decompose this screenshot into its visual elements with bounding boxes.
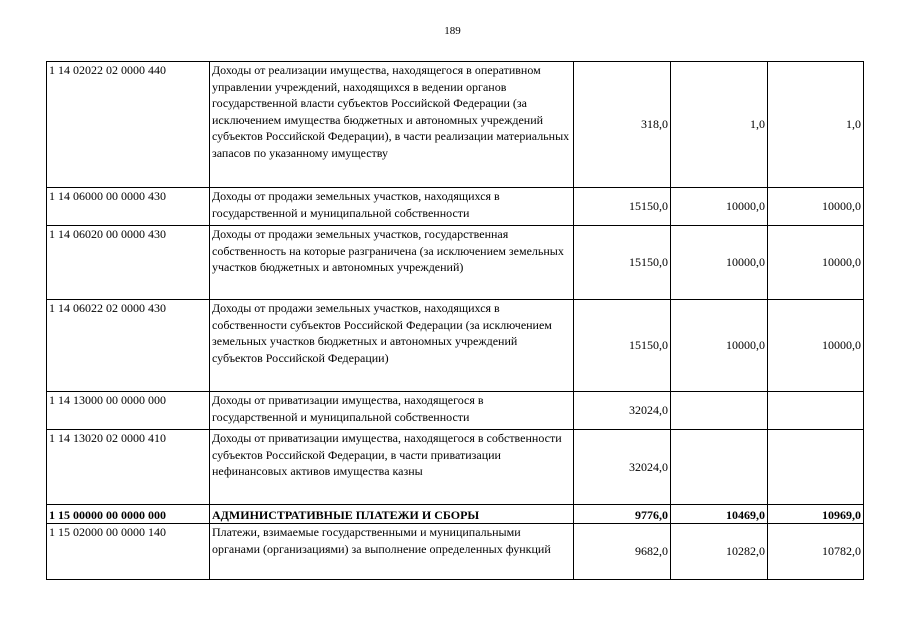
budget-code: 1 14 13000 00 0000 000 xyxy=(47,392,210,430)
table-row xyxy=(47,430,864,505)
table-row xyxy=(47,62,864,188)
budget-code: 1 15 00000 00 0000 000 xyxy=(47,505,210,524)
amount-col-3 xyxy=(768,392,864,430)
amount-col-3: 1,0 xyxy=(768,62,864,188)
revenue-description: Доходы от приватизации имущества, находящегося в собственности субъектов Российской Федерации, в части приватизации нефинансовых активов имущества казны xyxy=(210,430,574,505)
amount-col-1: 9776,0 xyxy=(574,505,671,524)
amount-col-1: 32024,0 xyxy=(574,430,671,505)
amount-col-2 xyxy=(671,430,768,505)
revenue-description: Доходы от продажи земельных участков, находящихся в государственной и муниципальной собственности xyxy=(210,188,574,226)
budget-code: 1 14 06000 00 0000 430 xyxy=(47,188,210,226)
amount-col-3 xyxy=(768,430,864,505)
table-row-section-total xyxy=(47,505,864,524)
budget-table xyxy=(46,61,864,580)
table-row xyxy=(47,524,864,580)
amount-col-2: 1,0 xyxy=(671,62,768,188)
table-row xyxy=(47,392,864,430)
amount-col-3: 10782,0 xyxy=(768,524,864,580)
amount-col-1: 318,0 xyxy=(574,62,671,188)
amount-col-2: 10000,0 xyxy=(671,226,768,300)
budget-code: 1 14 06022 02 0000 430 xyxy=(47,300,210,392)
revenue-description: Доходы от реализации имущества, находящегося в оперативном управлении учреждений, находящихся в ведении органов государственной власти субъектов Российской Федерации (за исключением имущества бюджетных и автономных учреждений субъектов Российской Федерации), в части реализации материальных запасов по указанному имуществу xyxy=(210,62,574,188)
table-row xyxy=(47,300,864,392)
table-row xyxy=(47,188,864,226)
amount-col-1: 15150,0 xyxy=(574,188,671,226)
amount-col-1: 15150,0 xyxy=(574,226,671,300)
amount-col-2: 10000,0 xyxy=(671,188,768,226)
budget-code: 1 14 02022 02 0000 440 xyxy=(47,62,210,188)
amount-col-2: 10282,0 xyxy=(671,524,768,580)
amount-col-1: 15150,0 xyxy=(574,300,671,392)
revenue-description: Доходы от продажи земельных участков, находящихся в собственности субъектов Российской Федерации (за исключением земельных участков бюджетных и автономных учреждений субъектов Российской Федерации) xyxy=(210,300,574,392)
amount-col-2: 10000,0 xyxy=(671,300,768,392)
revenue-description: Доходы от продажи земельных участков, государственная собственность на которые разграничена (за исключением земельных участков бюджетных и автономных учреждений) xyxy=(210,226,574,300)
table-row xyxy=(47,226,864,300)
budget-code: 1 14 06020 00 0000 430 xyxy=(47,226,210,300)
amount-col-3: 10000,0 xyxy=(768,300,864,392)
amount-col-3: 10000,0 xyxy=(768,226,864,300)
amount-col-2: 10469,0 xyxy=(671,505,768,524)
budget-code: 1 15 02000 00 0000 140 xyxy=(47,524,210,580)
amount-col-1: 32024,0 xyxy=(574,392,671,430)
amount-col-3: 10969,0 xyxy=(768,505,864,524)
amount-col-1: 9682,0 xyxy=(574,524,671,580)
revenue-description: Доходы от приватизации имущества, находящегося в государственной и муниципальной собственности xyxy=(210,392,574,430)
amount-col-2 xyxy=(671,392,768,430)
page-number: 189 xyxy=(444,25,461,37)
revenue-description: АДМИНИСТРАТИВНЫЕ ПЛАТЕЖИ И СБОРЫ xyxy=(210,505,574,524)
revenue-description: Платежи, взимаемые государственными и муниципальными органами (организациями) за выполнение определенных функций xyxy=(210,524,574,580)
amount-col-3: 10000,0 xyxy=(768,188,864,226)
budget-code: 1 14 13020 02 0000 410 xyxy=(47,430,210,505)
